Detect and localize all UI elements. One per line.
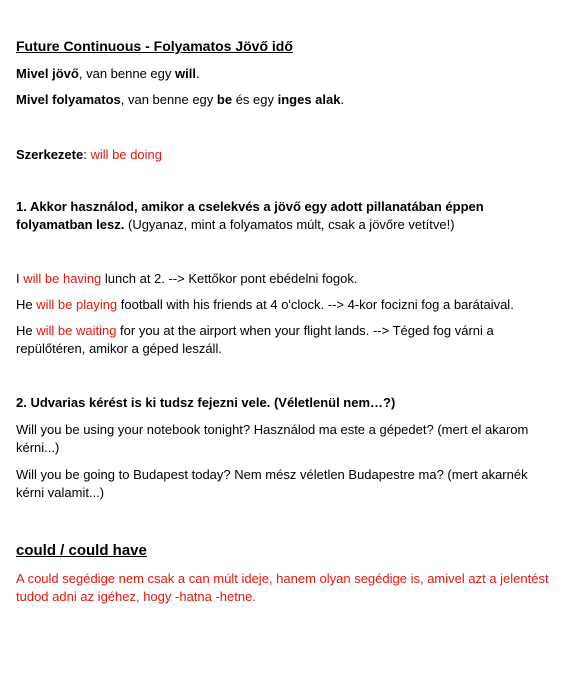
example-verb: will be playing bbox=[36, 297, 118, 312]
example-subject: He bbox=[16, 297, 37, 312]
example-subject: I bbox=[16, 271, 24, 286]
intro-ing-term: inges alak bbox=[277, 92, 341, 107]
structure-separator: : bbox=[83, 147, 91, 162]
intro-continuous-text: , van benne egy bbox=[120, 92, 217, 107]
could-explanation: A could segédige nem csak a can múlt ideje, hanem olyan segédige is, amivel azt a jelentést tudod adni az igéhez, hogy -hatna -hetne. bbox=[16, 571, 549, 604]
intro-future-term: Mivel jövő bbox=[16, 66, 79, 81]
example-rest: football with his friends at 4 o'clock. --> 4-kor focizni fog a barátaival. bbox=[117, 297, 514, 312]
intro-line-continuous bbox=[16, 91, 344, 109]
intro-continuous-term: Mivel folyamatos bbox=[16, 92, 121, 107]
use1-heading: 1. Akkor használod, amikor a cselekvés a jövő egy adott pillanatában éppen folyamatban lesz. bbox=[16, 199, 484, 232]
use2-example: Will you be using your notebook tonight? Használod ma este a gépedet? (mert el akarom kérni...) bbox=[16, 422, 529, 455]
example-verb: will be having bbox=[23, 271, 102, 286]
intro-line-future bbox=[16, 65, 200, 83]
example-verb: will be waiting bbox=[36, 323, 117, 338]
example-subject: He bbox=[16, 323, 37, 338]
use1-paragraph bbox=[16, 198, 556, 234]
example-line bbox=[16, 322, 556, 358]
intro-continuous-end: . bbox=[340, 92, 345, 107]
intro-future-text: , van benne egy bbox=[78, 66, 175, 81]
intro-be-term: be bbox=[216, 92, 233, 107]
use1-note: (Ugyanaz, mint a folyamatos múlt, csak a jövőre vetítve!) bbox=[124, 217, 455, 232]
example-line bbox=[16, 296, 514, 314]
intro-and-text: és egy bbox=[232, 92, 278, 107]
example-rest: for you at the airport when your flight lands. --> Téged fog várni a repülőtéren, amikor a géped leszáll. bbox=[16, 323, 494, 356]
use2-heading: 2. Udvarias kérést is ki tudsz fejezni vele. (Véletlenül nem…?) bbox=[16, 395, 396, 410]
intro-future-end: . bbox=[195, 66, 200, 81]
section-title-could: could / could have bbox=[16, 542, 147, 559]
use2-example: Will you be going to Budapest today? Nem mész véletlen Budapestre ma? (mert akarnék kérni valamit...) bbox=[16, 467, 528, 500]
example-rest: lunch at 2. --> Kettőkor pont ebédelni fogok. bbox=[101, 271, 358, 286]
structure-formula: will be doing bbox=[90, 147, 162, 162]
example-line bbox=[16, 270, 357, 288]
structure-line bbox=[16, 146, 162, 164]
document-title: Future Continuous - Folyamatos Jövő idő bbox=[16, 38, 293, 54]
intro-will-term: will bbox=[175, 66, 196, 81]
structure-label: Szerkezete bbox=[16, 147, 84, 162]
